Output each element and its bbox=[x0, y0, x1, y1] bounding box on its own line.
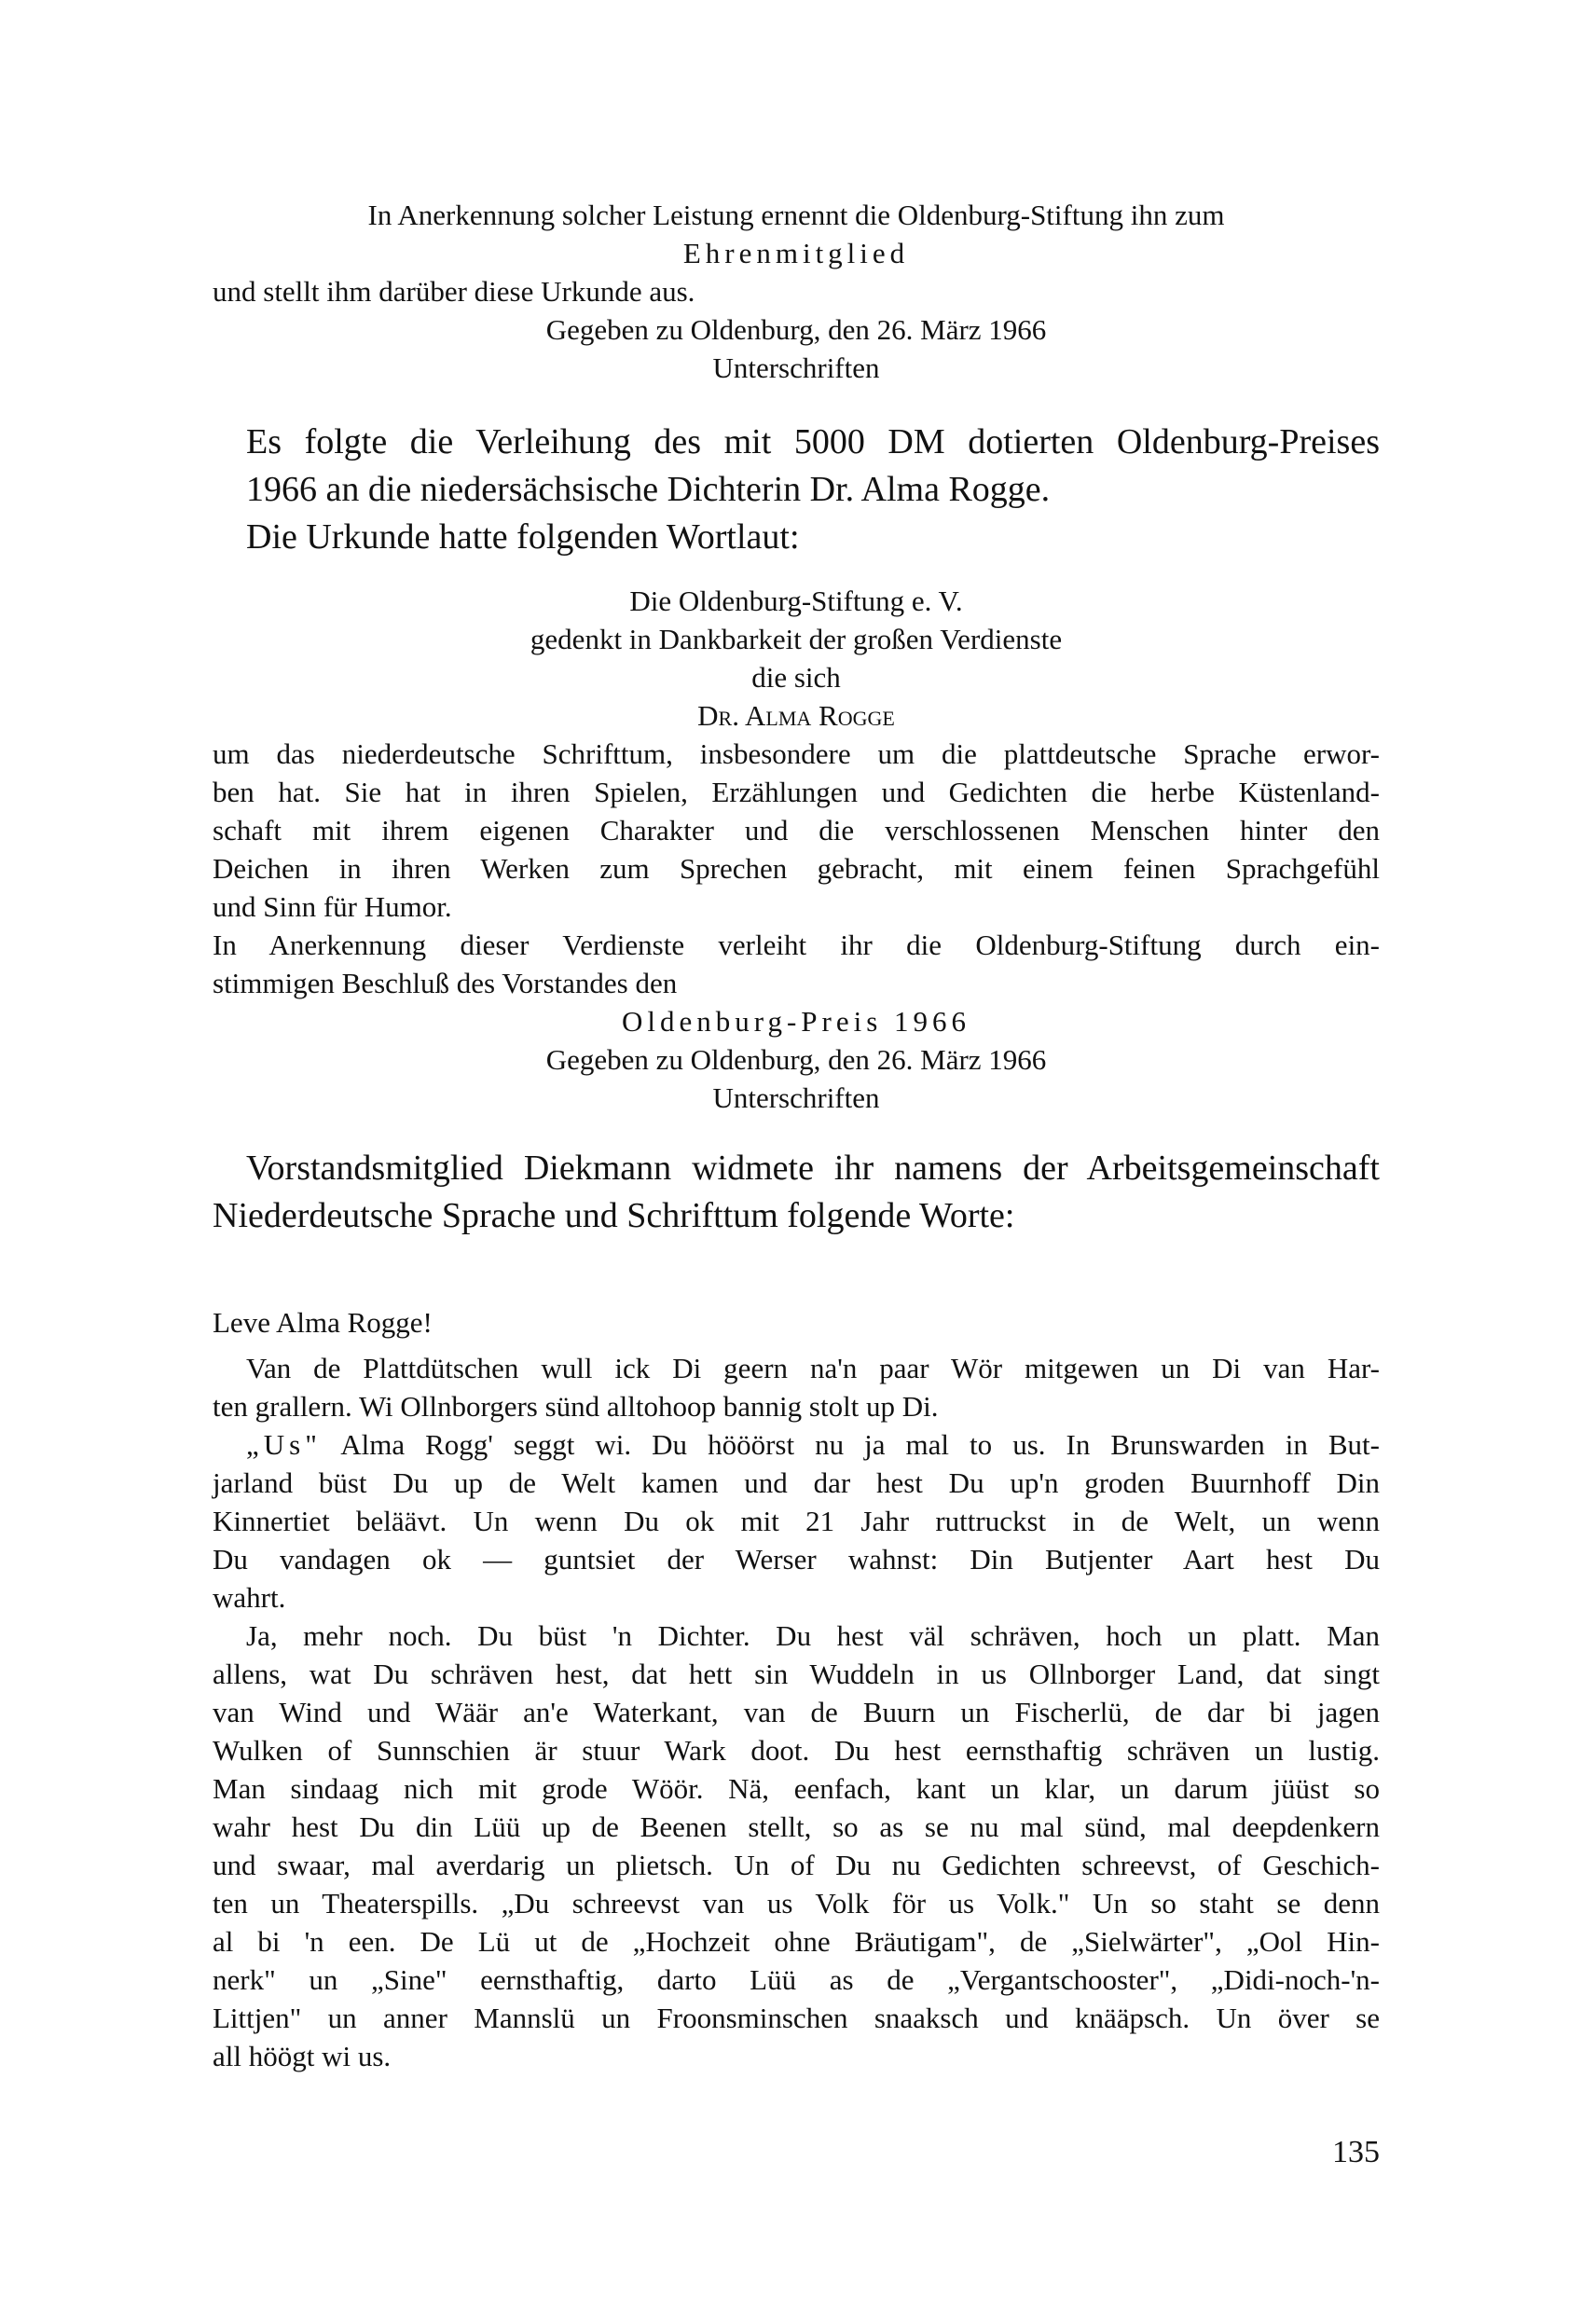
honorary-date: Gegeben zu Oldenburg, den 26. März 1966 bbox=[545, 313, 1047, 346]
speech-salutation: Leve Alma Rogge! bbox=[213, 1306, 433, 1339]
award-line-3: die sich bbox=[751, 661, 841, 694]
award-date: Gegeben zu Oldenburg, den 26. März 1966 bbox=[545, 1043, 1047, 1076]
speech-line: van Wind und Wäär an'e Waterkant, van de Buurn un Fischerlü, de dar bi jagen bbox=[213, 1696, 1380, 1728]
speech-line: al bi 'n een. De Lü ut de „Hochzeit ohne Bräutigam", de „Sielwärter", „Ool Hin- bbox=[213, 1925, 1380, 1958]
speech-line: Van de Plattdütschen wull ick Di geern na'n paar Wör mitgewen un Di van Har- bbox=[246, 1352, 1380, 1384]
award-body-line: schaft mit ihrem eigenen Charakter und die verschlossenen Menschen hinter den bbox=[213, 814, 1380, 846]
honorary-signatures: Unterschriften bbox=[712, 351, 880, 384]
award-body-line: und Sinn für Humor. bbox=[213, 890, 452, 923]
award-resolution-line: stimmigen Beschluß des Vorstandes den bbox=[213, 967, 678, 999]
speech-line: wahrt. bbox=[213, 1581, 286, 1614]
page-number: 135 bbox=[1332, 2135, 1380, 2169]
speech-line: nerk" un „Sine" eernsthaftig, darto Lüü as de „Vergantschooster", „Didi-noch-'n- bbox=[213, 1963, 1380, 1996]
dedication-line-2: Niederdeutsche Sprache und Schrifttum folgende Worte: bbox=[213, 1196, 1015, 1235]
award-body-line: Deichen in ihren Werken zum Sprechen gebracht, mit einem feinen Sprachgefühl bbox=[213, 852, 1380, 885]
speech-line: jarland büst Du up de Welt kamen und dar hest Du up'n groden Buurnhoff Din bbox=[213, 1466, 1380, 1499]
honorary-line-3: und stellt ihm darüber diese Urkunde aus. bbox=[213, 275, 695, 308]
award-recipient-name: Dr. Alma Rogge bbox=[697, 699, 895, 732]
speech-line: wahr hest Du din Lüü up de Beenen stellt, so as se nu mal sünd, mal deepdenkern bbox=[213, 1810, 1380, 1843]
speech-line: Du vandagen ok — guntsiet der Werser wahnst: Din Butjenter Aart hest Du bbox=[213, 1543, 1380, 1576]
award-body-line: ben hat. Sie hat in ihren Spielen, Erzählungen und Gedichten die herbe Küstenland- bbox=[213, 776, 1380, 808]
award-certificate bbox=[213, 582, 1380, 1117]
award-resolution-line: In Anerkennung dieser Verdienste verleiht ihr die Oldenburg-Stiftung durch ein- bbox=[213, 929, 1380, 961]
award-org: Die Oldenburg-Stiftung e. V. bbox=[629, 585, 963, 617]
speech-line: Man sindaag nich mit grode Wöör. Nä, eenfach, kant un klar, un darum jüüst so bbox=[213, 1772, 1380, 1805]
dedication-intro bbox=[213, 1145, 1380, 1240]
speech-line: und swaar, mal averdarig un plietsch. Un of Du nu Gedichten schreevst, of Geschich- bbox=[213, 1849, 1380, 1881]
speech-line bbox=[213, 1425, 1380, 1464]
honorary-certificate bbox=[213, 196, 1380, 387]
speech-line: Littjen" un anner Mannslü un Froonsminschen snaaksch und knääpsch. Un över se bbox=[213, 2002, 1380, 2034]
dedication-line-1: Vorstandsmitglied Diekmann widmete ihr namens der Arbeitsgemeinschaft bbox=[246, 1149, 1380, 1188]
speech-line: all höögt wi us. bbox=[213, 2040, 392, 2072]
speech-line: Wulken of Sunnschien är stuur Wark doot. Du hest eernsthaftig schräven un lustig. bbox=[213, 1734, 1380, 1767]
speech-line-rest: Alma Rogg' seggt wi. Du hööörst nu ja mal to us. In Brunswarden in But- bbox=[340, 1428, 1380, 1461]
speech-line: allens, wat Du schräven hest, dat hett sin Wuddeln in us Ollnborger Land, dat singt bbox=[213, 1658, 1380, 1690]
award-intro-line-3: Die Urkunde hatte folgenden Wortlaut: bbox=[246, 517, 800, 557]
award-intro bbox=[246, 419, 1380, 561]
award-prize-title: Oldenburg-Preis 1966 bbox=[621, 1005, 971, 1038]
speech-line: Ja, mehr noch. Du büst 'n Dichter. Du hest väl schräven, hoch un platt. Man bbox=[246, 1619, 1380, 1652]
award-intro-line-1: Es folgte die Verleihung des mit 5000 DM dotierten Oldenburg-Preises bbox=[246, 422, 1380, 461]
award-body-line: um das niederdeutsche Schrifttum, insbesondere um die plattdeutsche Sprache erwor- bbox=[213, 737, 1380, 770]
speech bbox=[213, 1303, 1380, 2075]
honorary-line-1: In Anerkennung solcher Leistung ernennt die Oldenburg-Stiftung ihn zum bbox=[367, 199, 1225, 231]
speech-line: ten grallern. Wi Ollnborgers sünd alltohoop bannig stolt up Di. bbox=[213, 1390, 939, 1423]
award-intro-line-2: 1966 an die niedersächsische Dichterin Dr. Alma Rogge. bbox=[246, 470, 1051, 509]
honorary-title: Ehrenmitglied bbox=[682, 237, 910, 269]
award-line-2: gedenkt in Dankbarkeit der großen Verdienste bbox=[530, 623, 1063, 655]
award-signatures: Unterschriften bbox=[712, 1081, 880, 1114]
speech-line: Kinnertiet beläävt. Un wenn Du ok mit 21 Jahr ruttruckst in de Welt, un wenn bbox=[213, 1505, 1380, 1537]
speech-quote: „Us" bbox=[246, 1428, 322, 1461]
speech-line: ten un Theaterspills. „Du schreevst van us Volk för us Volk." Un so staht se denn bbox=[213, 1887, 1380, 1920]
